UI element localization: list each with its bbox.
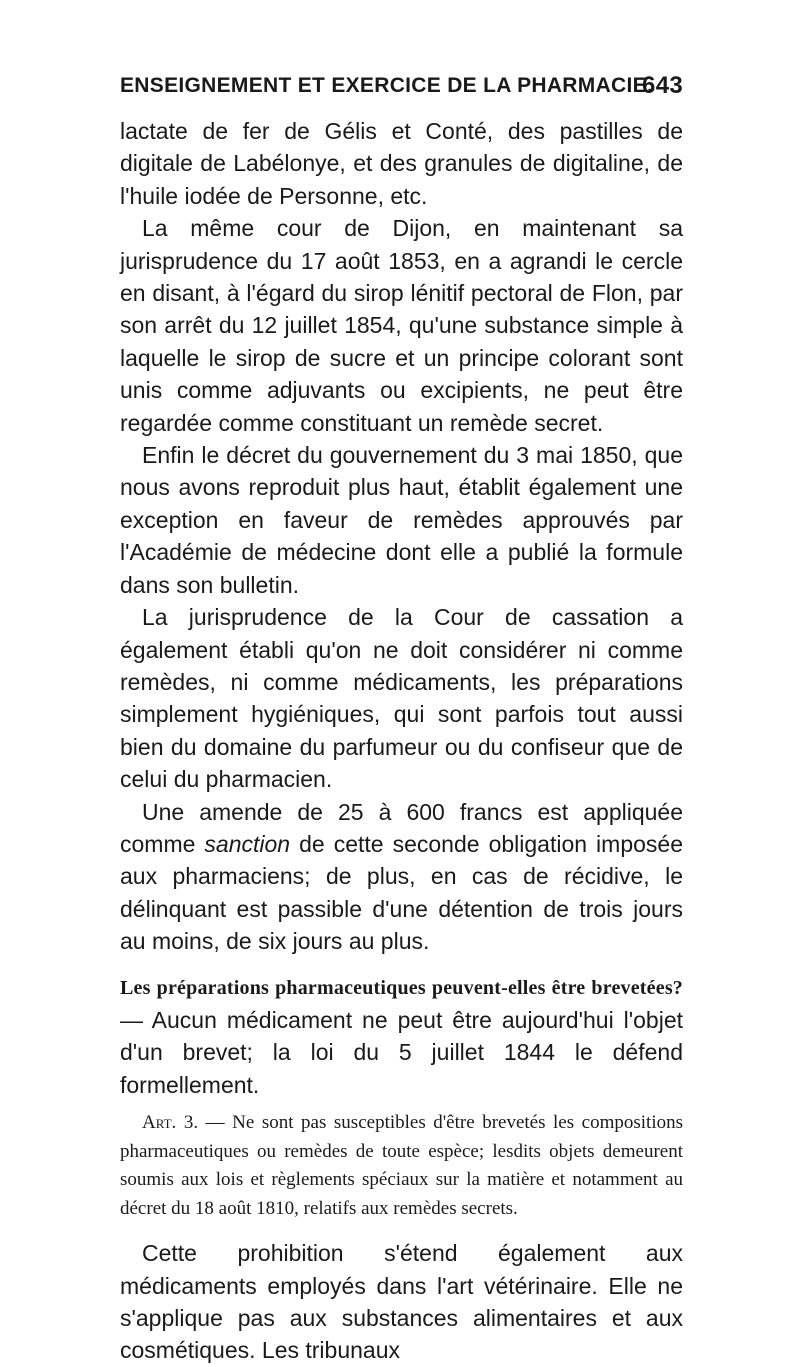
amende-text-b: de cette seconde obligation imposée aux pharmaciens; de plus, en cas de récidive, le délinquant est passible d'une détention de trois jours au moins, de six jours au plus. bbox=[120, 830, 683, 955]
paragraph-continued: lactate de fer de Gélis et Conté, des pastilles de digitale de Labélonye, et des granules de digitaline, de l'huile iodée de Personne, etc. bbox=[120, 118, 683, 209]
article-label: Art. 3. bbox=[142, 1112, 199, 1134]
body-text bbox=[120, 115, 683, 1367]
section-heading: Les préparations pharmaceutiques peuvent-elles être brevetées? bbox=[120, 976, 683, 999]
page-number: 643 bbox=[642, 72, 683, 99]
amende-text-a: Une amende de 25 à 600 francs est appliquée comme bbox=[120, 798, 683, 857]
article-text: — Ne sont pas susceptibles d'être brevetés les compositions pharmaceutiques ou remèdes de toute espèce; lesdits objets demeurent soumis aux lois et règlements spéciaux sur la matière et notamment au décret du 18 août 1810, relatifs aux remèdes secrets. bbox=[120, 1112, 683, 1219]
paragraph-dijon: La même cour de Dijon, en maintenant sa jurisprudence du 17 août 1853, en a agrandi le cercle en disant, à l'égard du sirop lénitif pectoral de Flon, par son arrêt du 12 juillet 1854, qu'une substance simple à laquelle le sirop de sucre et un principe colorant sont unis comme adjuvants ou excipients, ne peut être regardée comme constituant un remède secret. bbox=[120, 215, 683, 436]
running-title: ENSEIGNEMENT ET EXERCICE DE LA PHARMACIE. bbox=[120, 74, 654, 97]
section-text: — Aucun médicament ne peut être aujourd'hui l'objet d'un brevet; la loi du 5 juillet 1844 le défend formellement. bbox=[120, 1006, 683, 1098]
paragraph-amende bbox=[120, 796, 683, 958]
section-brevets bbox=[120, 970, 683, 1102]
paragraph-cassation: La jurisprudence de la Cour de cassation a également établi qu'on ne doit considérer ni comme remèdes, ni comme médicaments, les préparations simplement hygiéniques, qui sont parfois tout aussi bien du domaine du parfumeur ou du confiseur que de celui du pharmacien. bbox=[120, 604, 683, 793]
article-3 bbox=[120, 1109, 683, 1223]
paragraph-decret: Enfin le décret du gouvernement du 3 mai 1850, que nous avons reproduit plus haut, établit également une exception en faveur de remèdes approuvés par l'Académie de médecine dont elle a publié la formule dans son bulletin. bbox=[120, 442, 683, 598]
running-header bbox=[120, 74, 683, 108]
sanction-emphasis: sanction bbox=[204, 830, 291, 857]
paragraph-prohibition: Cette prohibition s'étend également aux médicaments employés dans l'art vétérinaire. Elle ne s'applique pas aux substances alimentaires et aux cosmétiques. Les tribunaux bbox=[120, 1240, 683, 1364]
